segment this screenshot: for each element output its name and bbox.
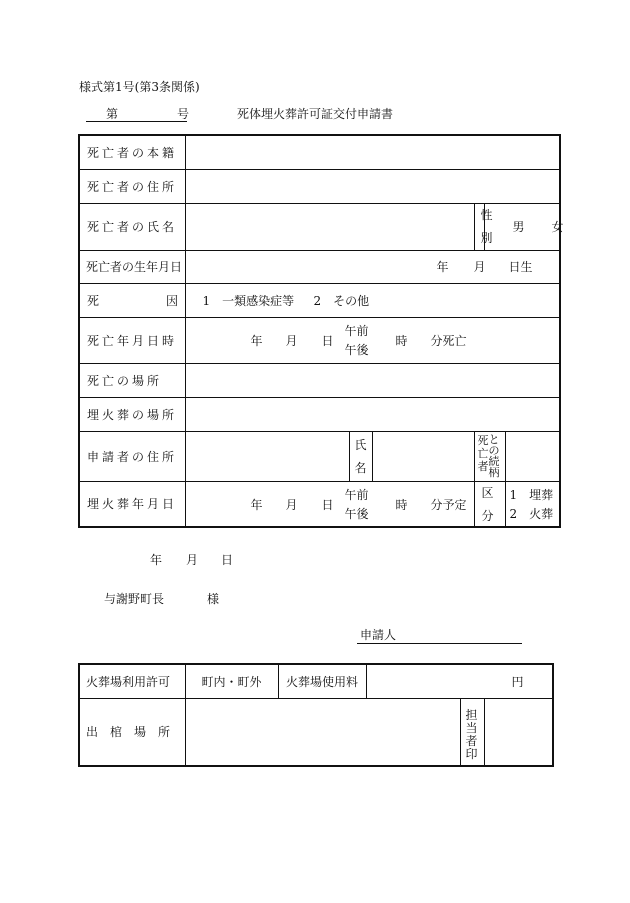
burial-pm[interactable]: 午後 — [344, 506, 369, 521]
kubun-label — [474, 481, 505, 527]
cause-label — [79, 283, 185, 317]
death-am[interactable]: 午前 — [344, 323, 369, 338]
death-place-label: 死亡の場所 — [79, 363, 185, 397]
relation-6: 続 — [488, 454, 500, 468]
row-death-place — [79, 363, 560, 397]
applicant-label: 申請人 — [360, 628, 397, 642]
death-day: 日 — [321, 333, 334, 348]
cause-option-1[interactable]: 1 一類感染症等 — [202, 293, 295, 308]
name-field[interactable] — [185, 203, 474, 250]
relation-1: 死 — [477, 433, 489, 447]
birth-year: 年 — [436, 259, 449, 274]
application-date — [150, 553, 233, 567]
row-name — [79, 203, 560, 250]
permit-value[interactable]: 町内・町外 — [185, 664, 278, 698]
sex-label-2: 別 — [480, 230, 493, 245]
date-year: 年 — [150, 553, 163, 567]
burial-month: 月 — [285, 497, 298, 512]
number-prefix: 第 — [106, 107, 119, 121]
honseki-field[interactable] — [185, 135, 560, 169]
row-address — [79, 169, 560, 203]
relation-2: 亡 — [477, 446, 489, 460]
kubun-2: 分 — [481, 508, 494, 523]
applicant-address-label: 申請者の住所 — [79, 431, 185, 481]
death-year: 年 — [250, 333, 263, 348]
death-month: 月 — [285, 333, 298, 348]
relation-5: の — [488, 443, 500, 457]
applicant-name-field[interactable] — [372, 431, 474, 481]
birth-month: 月 — [473, 259, 486, 274]
date-day: 日 — [221, 553, 234, 567]
name-label: 死亡者の氏名 — [79, 203, 185, 250]
burial-date-label: 埋火葬年月日 — [79, 481, 185, 527]
fee-label: 火葬場使用料 — [278, 664, 366, 698]
permit-label: 火葬場利用許可 — [79, 664, 185, 698]
burial-am[interactable]: 午前 — [344, 487, 369, 502]
sex-label-cell — [474, 203, 493, 250]
burial-minute: 分予定 — [430, 497, 467, 512]
cause-label-2: 因 — [166, 293, 179, 308]
death-datetime-label: 死亡年月日時 — [79, 317, 185, 363]
burial-hour: 時 — [395, 497, 408, 512]
fee-field[interactable] — [366, 664, 553, 698]
row-coffin — [79, 698, 553, 766]
burial-type-field[interactable] — [505, 481, 560, 527]
cause-label-1: 死 — [87, 293, 100, 308]
coffin-field[interactable] — [185, 698, 460, 766]
birth-field[interactable] — [185, 250, 560, 283]
addressee-honorific: 様 — [207, 592, 220, 606]
row-burial-date — [79, 481, 560, 527]
document-title: 死体埋火葬許可証交付申請書 — [237, 107, 394, 121]
sex-label-1: 性 — [480, 207, 493, 222]
burial-opt-1[interactable]: 1 埋葬 — [509, 487, 554, 502]
row-honseki — [79, 135, 560, 169]
staff-1: 担 — [465, 707, 478, 722]
number-suffix: 号 — [177, 107, 190, 121]
applicant-signature-line[interactable] — [357, 643, 522, 644]
relation-4: と — [488, 432, 500, 446]
application-table — [78, 134, 564, 528]
sex-male[interactable]: 男 — [512, 219, 525, 234]
applicant-name-2: 名 — [354, 460, 367, 475]
row-death-datetime — [79, 317, 560, 363]
death-place-field[interactable] — [185, 363, 560, 397]
fee-unit: 円 — [511, 675, 524, 689]
staff-stamp-field[interactable] — [484, 698, 553, 766]
relation-field[interactable] — [505, 431, 560, 481]
burial-year: 年 — [250, 497, 263, 512]
cause-option-2[interactable]: 2 その他 — [313, 293, 370, 308]
sex-female[interactable]: 女 — [551, 219, 564, 234]
staff-stamp-label — [460, 698, 484, 766]
row-permit — [79, 664, 553, 698]
number-underline — [86, 121, 187, 122]
death-minute: 分死亡 — [430, 333, 467, 348]
burial-opt-2[interactable]: 2 火葬 — [509, 506, 554, 521]
birth-label: 死亡者の生年月日 — [79, 250, 185, 283]
addressee — [104, 592, 219, 606]
date-month: 月 — [186, 553, 199, 567]
relation-3: 者 — [477, 459, 489, 473]
burial-place-label: 埋火葬の場所 — [79, 397, 185, 431]
death-hour: 時 — [395, 333, 408, 348]
address-label: 死亡者の住所 — [79, 169, 185, 203]
staff-4: 印 — [465, 746, 478, 761]
burial-date-field[interactable] — [185, 481, 474, 527]
mayor-title: 与謝野町長 — [104, 592, 165, 606]
relation-7: 柄 — [488, 465, 500, 479]
applicant-address-field[interactable] — [185, 431, 349, 481]
death-datetime-field[interactable] — [185, 317, 560, 363]
death-pm[interactable]: 午後 — [344, 342, 369, 357]
burial-place-field[interactable] — [185, 397, 560, 431]
form-reference: 様式第1号(第3条関係) — [79, 80, 200, 94]
crematorium-table — [78, 663, 554, 767]
address-field[interactable] — [185, 169, 560, 203]
staff-2: 当 — [465, 720, 478, 735]
applicant-name-label — [349, 431, 372, 481]
relation-label — [474, 431, 505, 481]
row-birth — [79, 250, 560, 283]
kubun-1: 区 — [481, 485, 494, 500]
birth-day: 日生 — [508, 259, 533, 274]
honseki-label: 死亡者の本籍 — [79, 135, 185, 169]
coffin-label: 出 棺 場 所 — [79, 698, 185, 766]
burial-day: 日 — [321, 497, 334, 512]
row-cause — [79, 283, 560, 317]
cause-field[interactable] — [185, 283, 560, 317]
row-applicant — [79, 431, 560, 481]
applicant-name-1: 氏 — [354, 437, 367, 452]
row-burial-place — [79, 397, 560, 431]
staff-3: 者 — [465, 733, 478, 748]
sex-field[interactable] — [484, 203, 564, 250]
